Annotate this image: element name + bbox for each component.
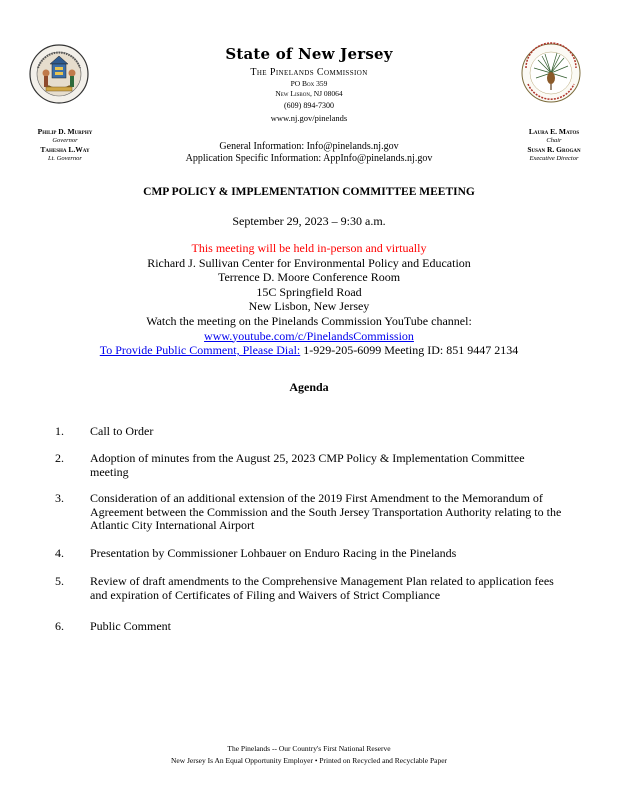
agenda-item-text: Consideration of an additional extension of the 2019 First Amendment to the Memorandum of Agreement between the Commission and the South Jersey Transportation Authority relating to the Atlantic City International Airport [90,491,562,532]
agenda-item-text: Presentation by Commissioner Lohbauer on Enduro Racing in the Pinelands [90,546,457,560]
youtube-link[interactable]: www.youtube.com/c/PinelandsCommission [204,328,414,343]
city-address: New Lisbon, NJ 08064 [275,89,343,98]
governor-name: Philip D. Murphy [37,127,93,136]
lt-governor-title: Lt. Governor [48,155,82,162]
po-box: PO Box 359 [290,79,328,88]
agenda-item-number: 2. [55,451,64,465]
phone-number: (609) 894-7300 [284,101,334,110]
public-comment-link[interactable]: To Provide Public Comment, Please Dial: [99,343,301,358]
agency-name: The Pinelands Commission [250,67,368,78]
footer-tagline: The Pinelands -- Our Country's First National Reserve [227,744,391,753]
address-line-2: New Lisbon, New Jersey [248,299,370,314]
application-info-contact: Application Specific Information: AppInfo@pinelands.nj.gov [185,153,433,164]
agenda-item-number: 6. [55,619,64,633]
format-notice: This meeting will be held in-person and virtually [191,241,427,255]
agenda-item-number: 4. [55,546,64,560]
executive-director-title: Executive Director [529,155,579,162]
state-officials [10,127,120,163]
commission-officials [499,127,609,163]
agenda-item-number: 5. [55,574,64,588]
agenda-item-text: Review of draft amendments to the Comprehensive Management Plan related to application fees and expiration of Certificates of Filing and Waivers of Strict Compliance [90,574,554,602]
meeting-title: CMP POLICY & IMPLEMENTATION COMMITTEE MEETING [143,186,475,198]
website-url: www.nj.gov/pinelands [270,113,348,123]
chair-title: Chair [546,137,562,144]
address-line-1: 15C Springfield Road [256,284,362,299]
location-line-2: Terrence D. Moore Conference Room [217,270,401,285]
state-title: State of New Jersey [225,45,393,63]
lt-governor-name: Tahesha L.Way [40,145,90,154]
agenda-item-number: 1. [55,424,64,438]
general-info-contact: General Information: Info@pinelands.nj.gov [219,141,399,152]
agenda-item-number: 3. [55,491,64,505]
dial-in-info: 1-929-205-6099 Meeting ID: 851 9447 2134 [300,343,519,358]
agenda-item-text: Call to Order [90,424,154,438]
agenda-item-text: Adoption of minutes from the August 25, 2023 CMP Policy & Implementation Committee meeting [90,451,525,479]
meeting-info [0,241,618,358]
agenda-heading: Agenda [289,380,329,394]
chair-name: Laura E. Matos [528,127,580,136]
meeting-date: September 29, 2023 – 9:30 a.m. [232,214,386,228]
executive-director-name: Susan R. Grogan [527,145,581,154]
location-line-1: Richard J. Sullivan Center for Environmental Policy and Education [147,255,471,270]
agenda-item-text: Public Comment [90,619,171,633]
watch-instructions: Watch the meeting on the Pinelands Commission YouTube channel: [146,313,472,328]
governor-title: Governor [52,137,78,144]
footer-employer-note: New Jersey Is An Equal Opportunity Employer • Printed on Recycled and Recyclable Paper [170,756,448,765]
